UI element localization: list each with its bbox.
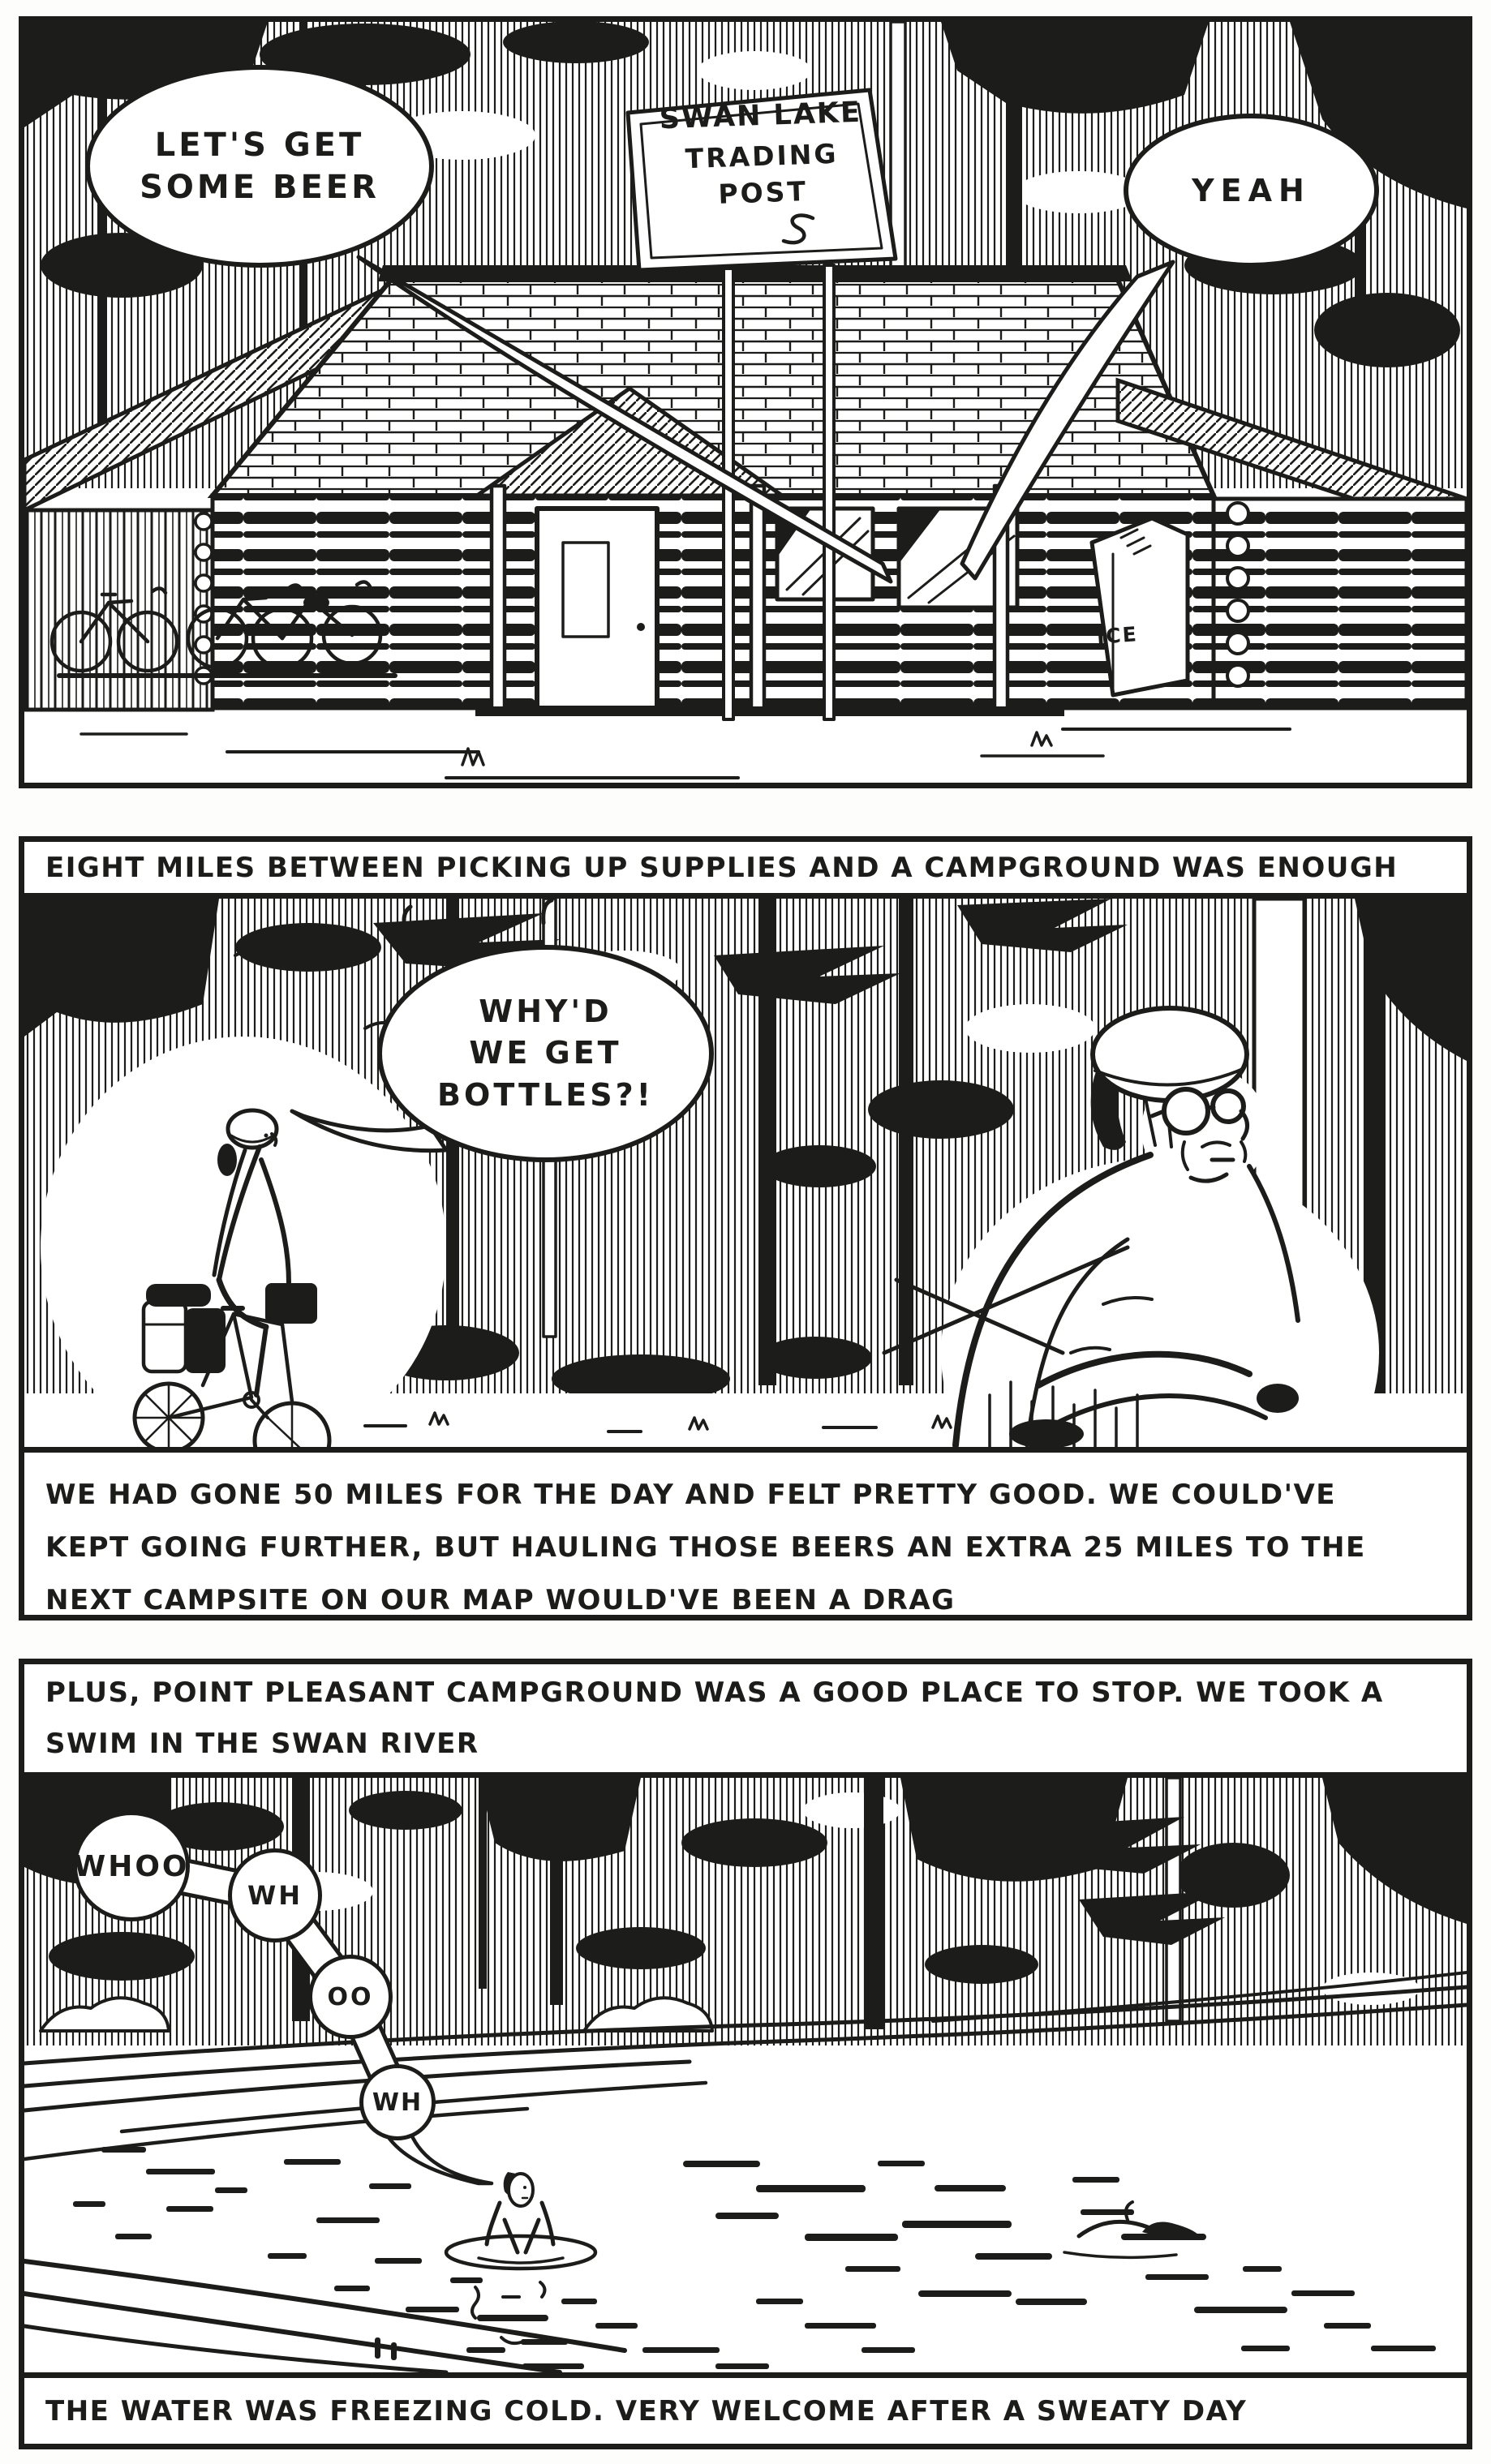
bubble-text-line: WH [247,1880,303,1911]
caption-bar-top [24,1664,1467,1778]
water-ripples [73,2147,1436,2369]
caption-text-line: NEXT CAMPSITE ON OUR MAP WOULD'VE BEEN A DRAG [45,1584,956,1616]
bubble-text-line: WE GET [469,1035,622,1071]
caption-text: EIGHT MILES BETWEEN PICKING UP SUPPLIES AND A CAMPGROUND WAS ENOUGH [45,851,1399,884]
bubble-text-line: WHY'D [479,994,612,1030]
touring-cyclist [41,1037,446,1447]
sign-line1: SWAN LAKE [659,96,862,136]
grass-tuft [1032,732,1051,745]
door [537,509,657,708]
panel-riding [19,836,1472,1620]
panel-trading-post [19,16,1472,788]
hand [1257,1384,1299,1413]
caption-text: THE WATER WAS FREEZING COLD. VERY WELCOME AFTER A SWEATY DAY [45,2394,1248,2428]
bubble-text-line: SOME BEER [140,169,380,206]
rack-roll [146,1284,211,1307]
speech-bubble-oo [308,1955,393,2039]
pannier-dark [185,1308,226,1373]
bubble-text-line: LET'S GET [154,127,365,164]
sign-line2: TRADING [685,137,840,175]
caption-text-line: WE HAD GONE 50 MILES FOR THE DAY AND FELT PRETTY GOOD. WE COULD'VE [45,1479,1337,1511]
speech-bubble-wh-2 [359,2064,436,2140]
bubble-text-line: OO [327,1982,374,2011]
trading-post-art [24,22,1467,783]
bubble-text-line: BOTTLES?! [437,1076,654,1113]
water-squiggle [540,2282,545,2297]
sign-lettering [623,95,900,213]
speech-bubble-whyd-we-get-bottles [377,945,714,1162]
pannier-light [144,1302,186,1372]
glasses-lens [1213,1091,1244,1122]
river-art [24,1778,1467,2372]
caption-text-line: PLUS, POINT PLEASANT CAMPGROUND WAS A GOOD PLACE TO STOP. WE TOOK A [45,1676,1384,1709]
caption-bar-top [24,842,1467,899]
handlebar-bag [265,1283,317,1324]
caption-bar-bottom [24,2372,1467,2444]
speech-bubble-lets-get-some-beer [85,65,434,268]
sign-line3: POST [717,175,809,210]
caption-bar-bottom [24,1447,1467,1615]
helmet [1093,1008,1247,1101]
ice-box-label: ICE [1096,622,1139,649]
panel-swim [19,1659,1472,2449]
bubble-text-line: WHOO [73,1849,190,1883]
caption-text-line: SWIM IN THE SWAN RIVER [45,1728,479,1760]
caption-text-line: KEPT GOING FURTHER, BUT HAULING THOSE BEERS AN EXTRA 25 MILES TO THE [45,1531,1366,1564]
speech-bubble-whoo [73,1811,190,1921]
bubble-text-line: WH [372,2088,423,2117]
speech-bubble-wh-1 [228,1848,322,1942]
ponytail [217,1144,237,1176]
water-squiggle [472,2287,479,2318]
bubble-text-line: YEAH [1192,173,1311,208]
head [509,2174,533,2206]
riding-art [24,899,1467,1447]
speech-bubble-yeah [1124,114,1379,268]
riding-scene [24,899,1467,1447]
glasses-lens [1164,1089,1208,1133]
ground-strokes [81,729,1290,778]
